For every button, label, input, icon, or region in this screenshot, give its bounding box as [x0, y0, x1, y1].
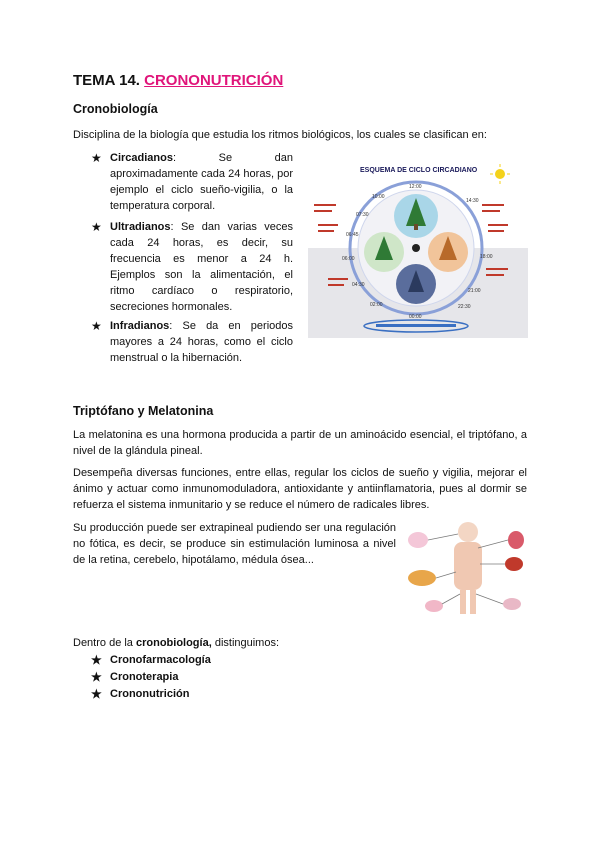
- paragraph-produccion: Su producción puede ser extrapineal pudiendo ser una regulación no fótica, es decir, se produce sin estimulación luminosa a nivel de la retina, cerebelo, hipotálamo, médula ósea...: [73, 522, 396, 566]
- star-icon: ★: [91, 653, 102, 667]
- star-icon: ★: [91, 687, 102, 701]
- title-link[interactable]: CRONONUTRICIÓN: [144, 72, 284, 89]
- diagram-title: ESQUEMA DE CICLO CIRCADIANO: [360, 167, 478, 174]
- time-label: 18:00: [480, 254, 493, 260]
- list-item: ★ Cronoterapia: [91, 670, 179, 684]
- bullet-term: Ultradianos: [110, 221, 171, 233]
- circadian-diagram-svg: [308, 160, 528, 338]
- bullet-ultradianos: [91, 219, 293, 315]
- bullet-term: Infradianos: [110, 320, 170, 332]
- bullet-term: Circadianos: [110, 152, 173, 164]
- anatomy-illustration: [404, 520, 530, 616]
- list-item: ★ Crononutrición: [91, 687, 190, 701]
- bullet-text: : Se dan varias veces cada 24 horas, es decir, su frecuencia es menor a 24 h. Ejemplos son la alimentación, el ritmo cardíaco o respiratorio, secreciones hormonales.: [110, 221, 293, 313]
- intro-paragraph: Disciplina de la biología que estudia los ritmos biológicos, los cuales se clasifican en:: [73, 129, 487, 141]
- time-label: 06:45: [346, 232, 359, 238]
- brain-icon: [408, 532, 428, 548]
- leg-icon: [460, 590, 466, 614]
- caption-text-mark: [376, 324, 456, 327]
- time-label: 10:00: [372, 194, 385, 200]
- intro-suffix: distinguimos:: [211, 637, 280, 649]
- star-icon: ★: [91, 151, 102, 165]
- time-label: 22:30: [458, 304, 471, 310]
- time-label: 07:30: [356, 212, 369, 218]
- ovary-icon: [425, 600, 443, 612]
- page-title: [73, 72, 283, 89]
- paragraph-melatonina: La melatonina es una hormona producida a partir de un aminoácido esencial, el triptófano, a nivel de la glándula pineal.: [73, 429, 527, 457]
- time-label: 02:00: [370, 302, 383, 308]
- time-label: 00:00: [409, 314, 422, 320]
- time-label: 06:00: [342, 256, 355, 262]
- kidney-icon: [505, 557, 523, 571]
- time-label: 04:30: [352, 282, 365, 288]
- torso-icon: [454, 542, 482, 590]
- intro-prefix: Dentro de la: [73, 637, 136, 649]
- testis-icon: [503, 598, 521, 610]
- heading-triptofano: Triptófano y Melatonina: [73, 404, 214, 418]
- pancreas-icon: [408, 570, 436, 586]
- bullet-circadianos: [91, 150, 293, 214]
- tree-trunk: [414, 224, 418, 230]
- heading-cronobiologia: Cronobiología: [73, 102, 158, 116]
- star-icon: ★: [91, 319, 102, 333]
- sun-icon: [495, 169, 505, 179]
- time-label: 12:00: [409, 184, 422, 190]
- distinguimos-intro: [73, 635, 279, 651]
- bullet-text: : Se da en periodos mayores a 24 horas, como el ciclo menstrual o la hibernación.: [110, 320, 293, 364]
- time-label: 14:30: [466, 198, 479, 204]
- thyroid-icon: [508, 531, 524, 549]
- time-label: 21:00: [468, 288, 481, 294]
- head-icon: [458, 522, 478, 542]
- bullet-infradianos: [91, 318, 293, 366]
- star-icon: ★: [91, 670, 102, 684]
- bullet-text: : Se dan aproximadamente cada 24 horas, por ejemplo el ciclo sueño-vigilia, o la temperatura corporal.: [110, 152, 293, 212]
- branches-list: [91, 652, 211, 703]
- leg-icon: [470, 590, 476, 614]
- anatomy-svg: [404, 520, 530, 616]
- list-item: ★ Cronofarmacología: [91, 653, 211, 667]
- center-dot: [412, 244, 420, 252]
- paragraph-funciones: Desempeña diversas funciones, entre ellas, regular los ciclos de sueño y vigilia, mejorar el ánimo y actuar como inmunomoduladora, antioxidante y antiinflamatoria, pues al dormir se refuerza el sistema inmunitario y se reduce el número de radicales libres.: [73, 467, 527, 511]
- title-prefix: TEMA 14.: [73, 72, 145, 89]
- intro-bold: cronobiología,: [135, 637, 212, 649]
- star-icon: ★: [91, 220, 102, 234]
- circadian-diagram: [308, 160, 528, 338]
